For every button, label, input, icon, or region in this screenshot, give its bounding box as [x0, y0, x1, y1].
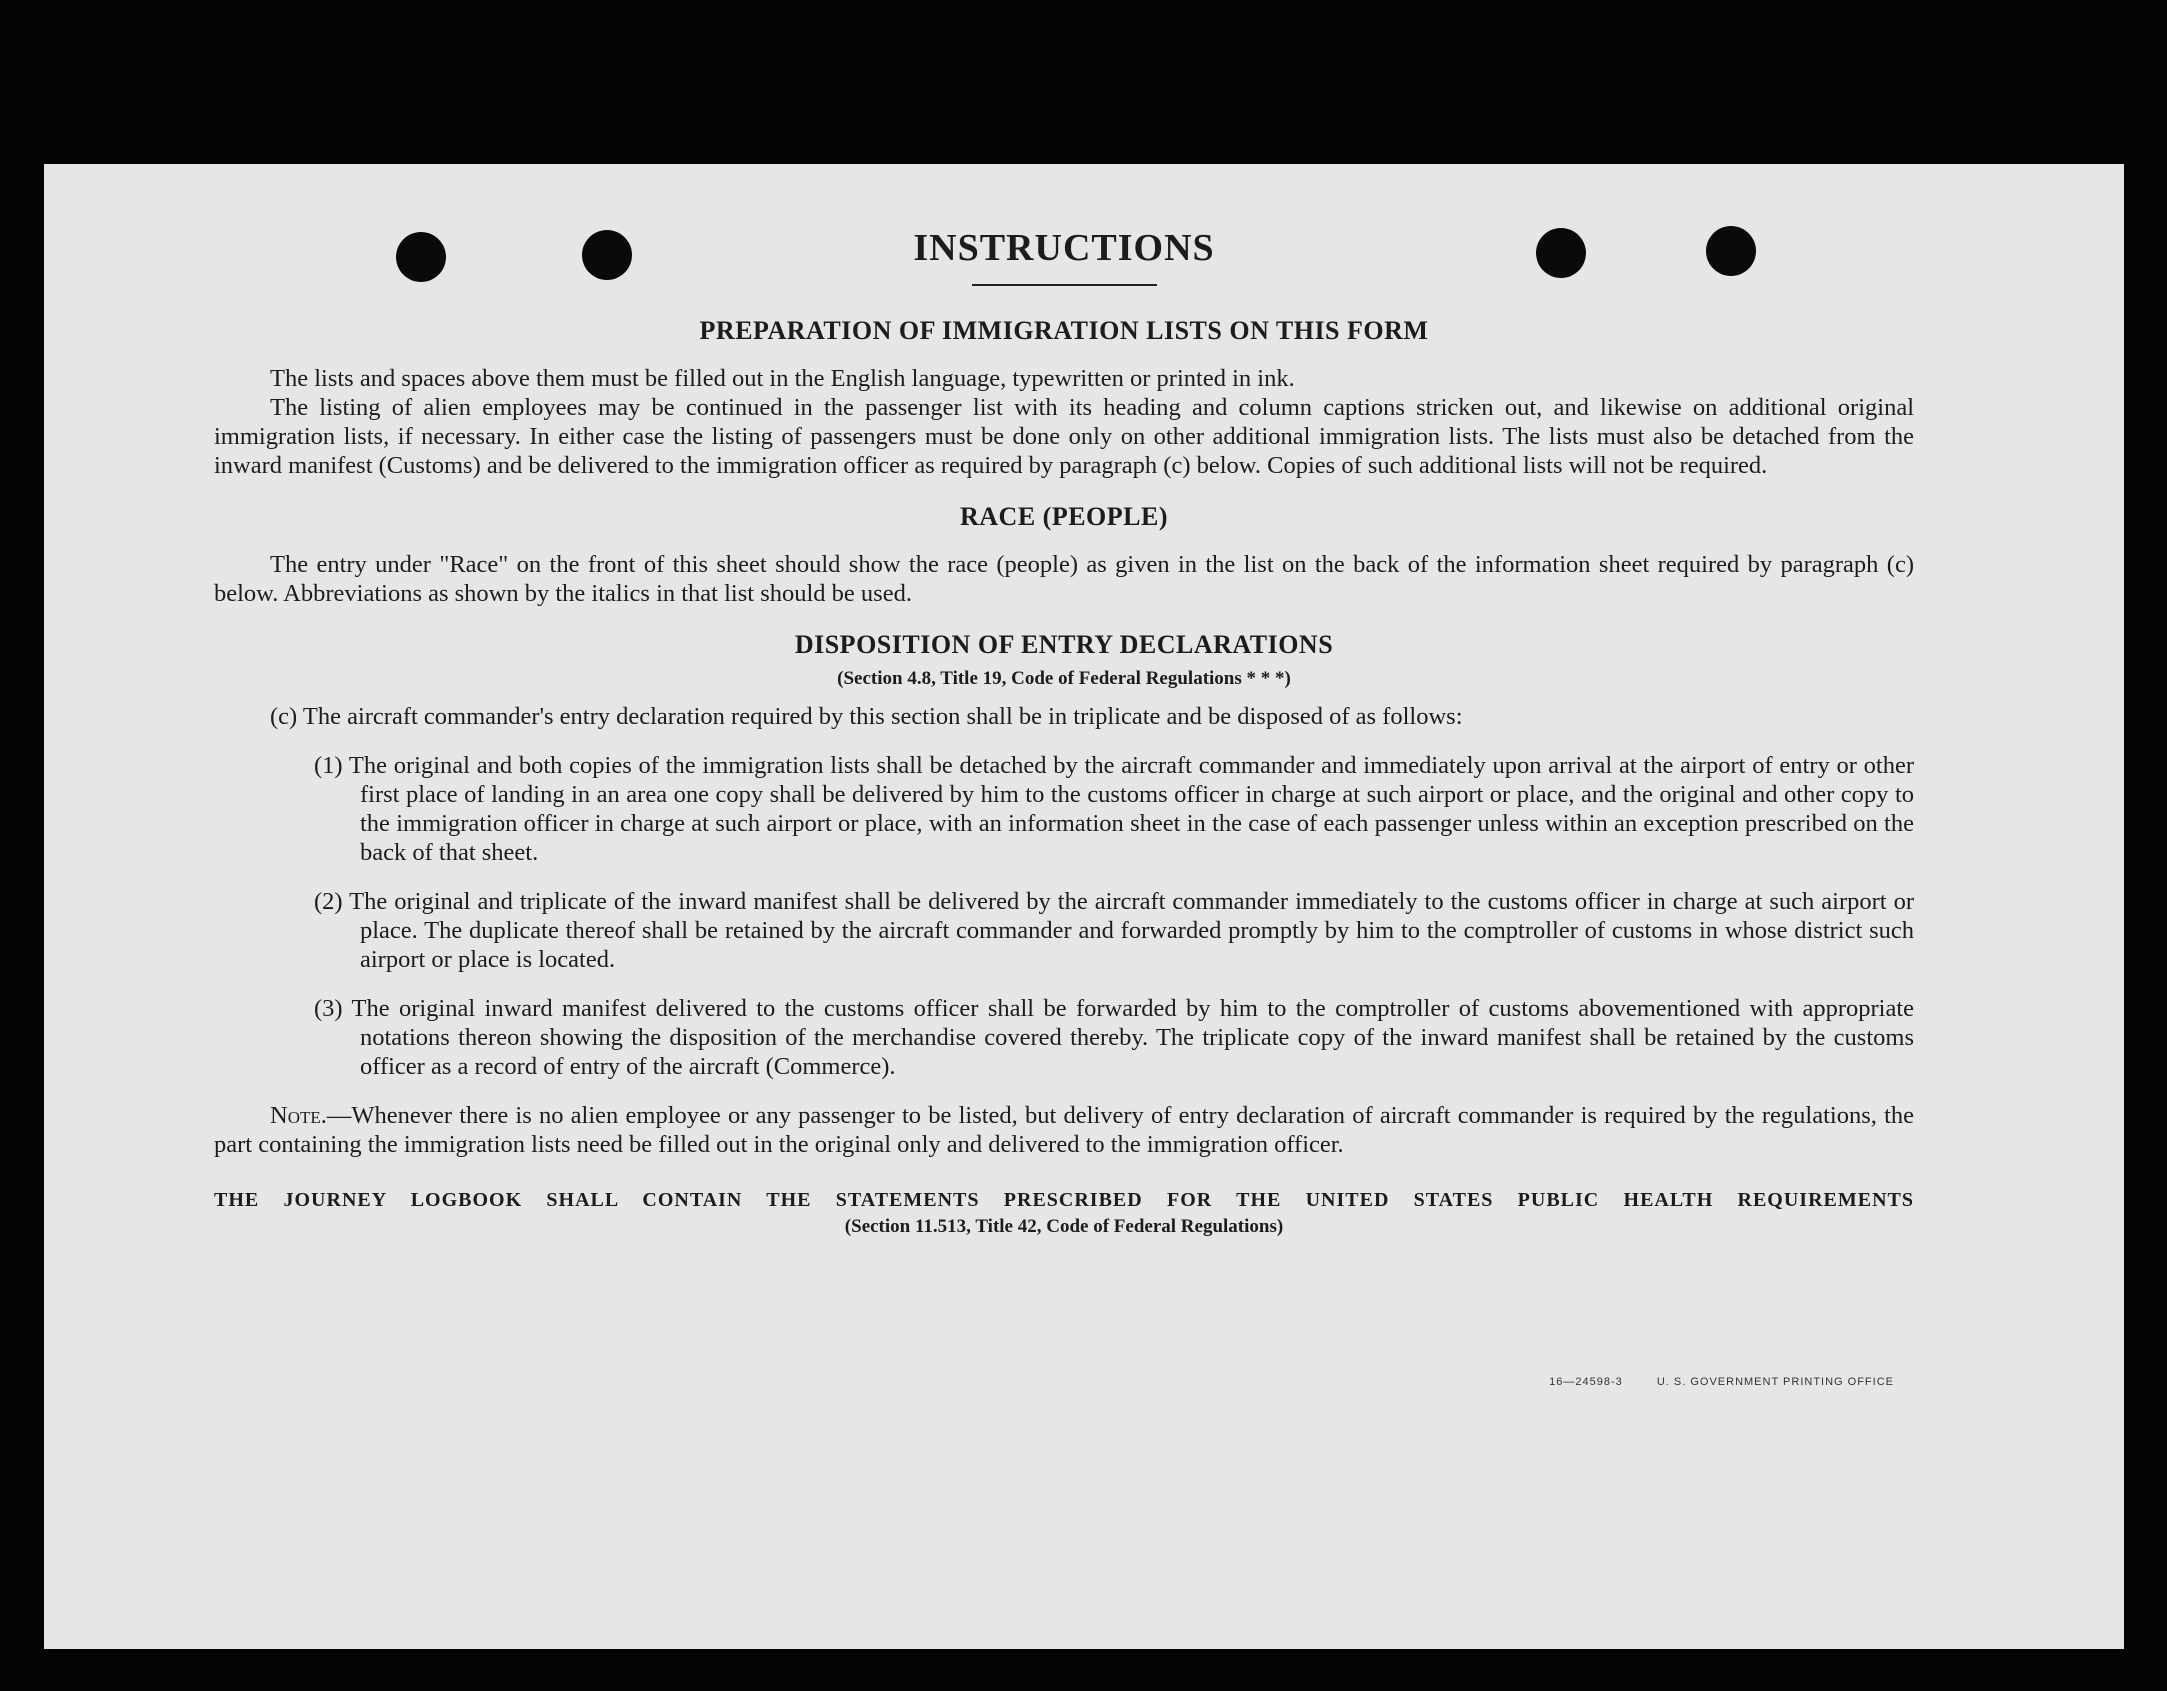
instructions-body [214, 226, 1914, 1238]
note-paragraph [214, 1101, 1914, 1159]
document-page [44, 164, 2124, 1649]
disposition-heading: DISPOSITION OF ENTRY DECLARATIONS [794, 630, 1334, 659]
race-paragraph: The entry under "Race" on the front of this sheet should show the race (people) as given in the list on the back of the information sheet required by paragraph (c) below. Abbreviations as shown by the italics in that list should be used. [214, 551, 1914, 607]
preparation-heading: PREPARATION OF IMMIGRATION LISTS ON THIS FORM [699, 316, 1429, 345]
note-label: Note. [270, 1102, 327, 1129]
printing-office-code [1549, 1376, 1894, 1388]
note-text: —Whenever there is no alien employee or any passenger to be listed, but delivery of entry declaration of aircraft commander is required by the regulations, the part containing the immigration lists need be filled out in the original only and delivered to the immigration officer. [214, 1102, 1914, 1158]
disposition-item-2: (2) The original and triplicate of the inward manifest shall be delivered by the aircraft commander immediately to the customs officer in charge at such airport or place. The duplicate thereof shall be retained by the aircraft commander and forwarded promptly by him to the comptroller of customs in whose district such airport or place is located. [314, 888, 1914, 973]
public-health-citation: (Section 11.513, Title 42, Code of Federal Regulations) [844, 1216, 1284, 1237]
paragraph-c: (c) The aircraft commander's entry declaration required by this section shall be in triplicate and be disposed of as follows: [270, 703, 1463, 730]
preparation-paragraph-1: The lists and spaces above them must be filled out in the English language, typewritten or printed in ink. [270, 365, 1295, 392]
printer-name: U. S. GOVERNMENT PRINTING OFFICE [1656, 1376, 1894, 1388]
public-health-statement: THE JOURNEY LOGBOOK SHALL CONTAIN THE STATEMENTS PRESCRIBED FOR THE UNITED STATES PUBLIC HEALTH REQUIREMENTS [214, 1189, 1914, 1211]
disposition-citation: (Section 4.8, Title 19, Code of Federal Regulations * * *) [837, 668, 1291, 689]
title-underline [972, 284, 1157, 286]
disposition-item-1: (1) The original and both copies of the immigration lists shall be detached by the aircraft commander and immediately upon arrival at the airport of entry or other first place of landing in an area one copy shall be delivered by him to the customs officer in charge at such airport or place, and the original and other copy to the immigration officer in charge at such airport or place, with an information sheet in the case of each passenger unless within an exception prescribed on the back of that sheet. [314, 752, 1914, 866]
disposition-item-3: (3) The original inward manifest delivered to the customs officer shall be forwarded by him to the comptroller of customs abovementioned with appropriate notations thereon showing the disposition of the merchandise covered thereby. The triplicate copy of the inward manifest shall be retained by the customs officer as a record of entry of the aircraft (Commerce). [314, 995, 1914, 1080]
race-heading: RACE (PEOPLE) [960, 502, 1168, 531]
preparation-paragraph-2: The listing of alien employees may be continued in the passenger list with its heading and column captions stricken out, and likewise on additional original immigration lists, if necessary. In either case the listing of passengers must be done only on other additional immigration lists. The lists must also be detached from the inward manifest (Customs) and be delivered to the immigration officer as required by paragraph (c) below. Copies of such additional lists will not be required. [214, 394, 1914, 479]
form-number: 16—24598-3 [1549, 1376, 1623, 1388]
page-title: INSTRUCTIONS [913, 227, 1215, 269]
